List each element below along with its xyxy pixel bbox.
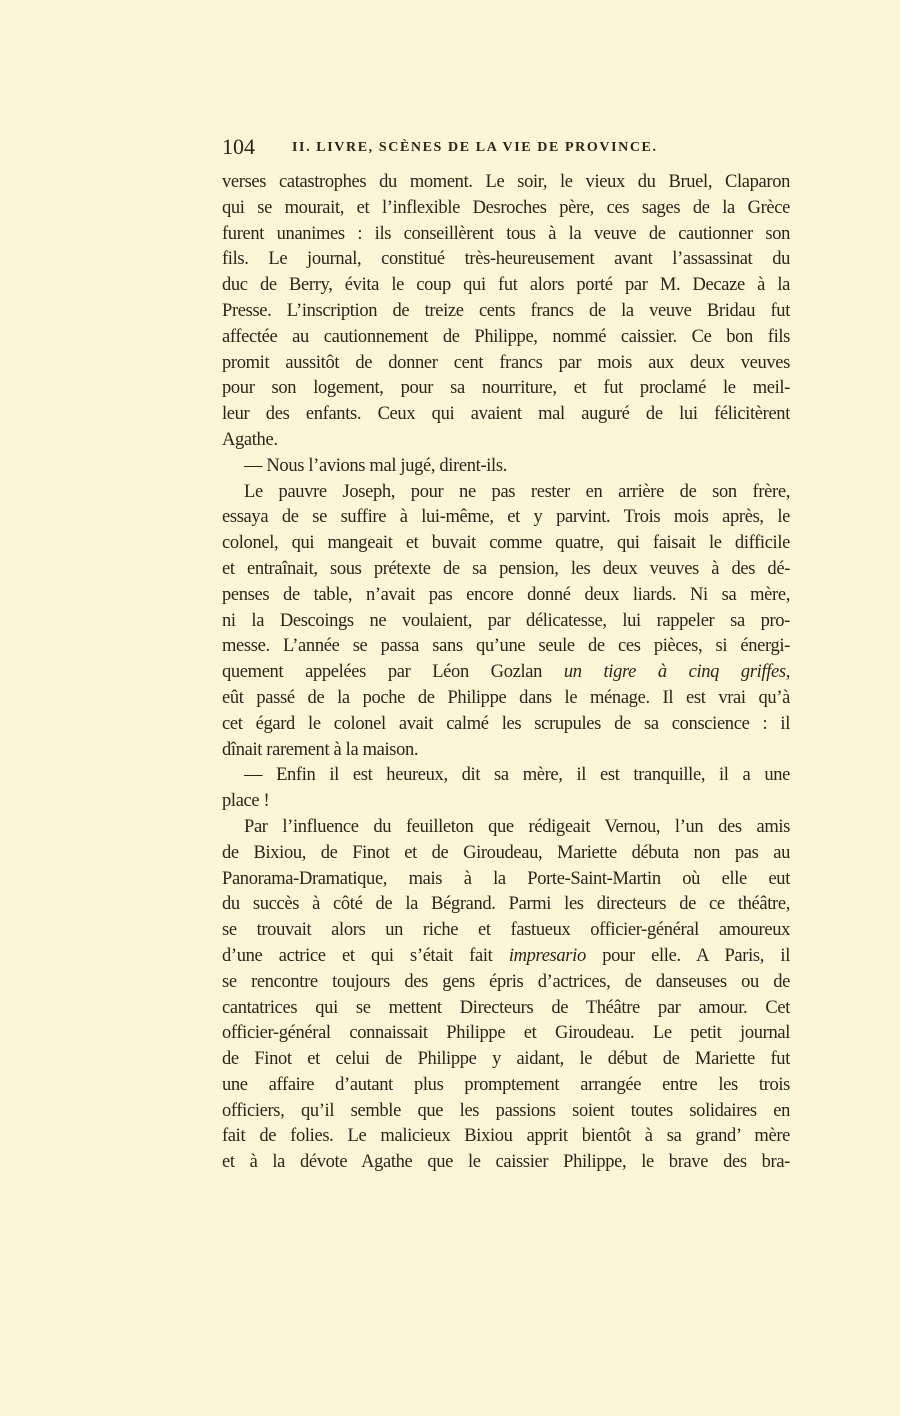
text-line xyxy=(222,273,790,299)
text-line-content: place ! xyxy=(222,791,270,812)
text-line xyxy=(222,996,790,1022)
text-line xyxy=(222,351,790,377)
text-line-content: et à la dévote Agathe que le caissier Philippe, le brave des bra- xyxy=(222,1152,790,1173)
text-line-content: Panorama-Dramatique, mais à la Porte-Saint-Martin où elle eut xyxy=(222,868,790,889)
text-line xyxy=(222,1073,790,1099)
text-line-content: une affaire d’autant plus promptement arrangée entre les trois xyxy=(222,1074,790,1095)
text-line xyxy=(222,918,790,944)
text-line-content: penses de table, n’avait pas encore donné deux liards. Ni sa mère, xyxy=(222,584,790,605)
text-line-content: promit aussitôt de donner cent francs par mois aux deux veuves xyxy=(222,352,790,373)
text-line xyxy=(222,738,790,764)
text-line xyxy=(222,454,790,480)
text-line-content: officier-général connaissait Philippe et Giroudeau. Le petit journal xyxy=(222,1023,790,1044)
text-line xyxy=(222,299,790,325)
text-line-content: officiers, qu’il semble que les passions soient toutes solidaires en xyxy=(222,1100,790,1121)
text-line-content: et entraînait, sous prétexte de sa pension, les deux veuves à des dé- xyxy=(222,558,790,579)
text-line-content: ni la Descoings ne voulaient, par délicatesse, lui rappeler sa pro- xyxy=(222,610,790,631)
text-line xyxy=(222,712,790,738)
text-line xyxy=(222,1150,790,1176)
text-line-content: qui se mourait, et l’inflexible Desroches père, ces sages de la Grèce xyxy=(222,197,790,218)
text-line xyxy=(222,789,790,815)
text-line xyxy=(222,609,790,635)
text-line xyxy=(222,841,790,867)
text-line xyxy=(222,402,790,428)
text-line-content: du succès à côté de la Bégrand. Parmi les directeurs de ce théâtre, xyxy=(222,894,790,915)
text-line xyxy=(222,505,790,531)
text-line-content: leur des enfants. Ceux qui avaient mal auguré de lui félicitèrent xyxy=(222,404,790,425)
text-line-content: Agathe. xyxy=(222,429,278,450)
text-line-content: duc de Berry, évita le coup qui fut alors porté par M. Decaze à la xyxy=(222,275,790,296)
text-line-content: furent unanimes : ils conseillèrent tous à la veuve de cautionner son xyxy=(222,223,790,244)
text-line xyxy=(222,763,790,789)
text-line xyxy=(222,1099,790,1125)
text-line-content: Par l’influence du feuilleton que rédigeait Vernou, l’un des amis xyxy=(244,816,790,837)
text-line xyxy=(222,815,790,841)
text-line xyxy=(222,1124,790,1150)
text-line-content: eût passé de la poche de Philippe dans le ménage. Il est vrai qu’à xyxy=(222,687,790,708)
text-line xyxy=(222,892,790,918)
text-line-content: cantatrices qui se mettent Directeurs de Théâtre par amour. Cet xyxy=(222,997,790,1018)
text-line-content: — Nous l’avions mal jugé, dirent-ils. xyxy=(244,455,507,476)
text-line xyxy=(222,196,790,222)
text-line xyxy=(222,1021,790,1047)
text-line-content: de Bixiou, de Finot et de Giroudeau, Mariette débuta non pas au xyxy=(222,842,790,863)
text-line xyxy=(222,247,790,273)
text-line-content: cet égard le colonel avait calmé les scrupules de sa conscience : il xyxy=(222,713,790,734)
text-line-content: verses catastrophes du moment. Le soir, le vieux du Bruel, Claparon xyxy=(222,172,790,192)
page-body-text xyxy=(222,170,790,1176)
text-line xyxy=(222,531,790,557)
text-line xyxy=(222,686,790,712)
text-line-content: affectée au cautionnement de Philippe, nommé caissier. Ce bon fils xyxy=(222,326,790,347)
text-line xyxy=(222,557,790,583)
running-title: II. LIVRE, SCÈNES DE LA VIE DE PROVINCE. xyxy=(292,140,658,155)
text-line-content: dînait rarement à la maison. xyxy=(222,739,419,760)
page-number: 104 xyxy=(222,134,255,159)
text-line xyxy=(222,222,790,248)
text-line-content: fils. Le journal, constitué très-heureusement avant l’assassinat du xyxy=(222,249,790,270)
text-line xyxy=(222,583,790,609)
text-line-content: Presse. L’inscription de treize cents francs de la veuve Bridau fut xyxy=(222,300,790,321)
text-line xyxy=(222,660,790,686)
text-line-content: colonel, qui mangeait et buvait comme quatre, qui faisait le difficile xyxy=(222,533,790,554)
text-line-content: d’une actrice et qui s’était fait xyxy=(222,945,509,966)
text-line-content: pour son logement, pour sa nourriture, et fut proclamé le meil- xyxy=(222,378,790,399)
text-line xyxy=(222,867,790,893)
text-line-content: se trouvait alors un riche et fastueux officier-général amoureux xyxy=(222,920,790,941)
text-line-tail: pour elle. A Paris, il xyxy=(585,945,790,966)
text-line xyxy=(222,1047,790,1073)
text-line xyxy=(222,634,790,660)
text-line xyxy=(222,170,790,196)
text-line xyxy=(222,376,790,402)
italic-text: impresario xyxy=(508,945,586,966)
page-header xyxy=(222,134,790,162)
text-line xyxy=(222,480,790,506)
italic-text: un tigre à cinq griffes xyxy=(563,662,786,683)
text-line-content: quement appelées par Léon Gozlan xyxy=(222,662,564,683)
text-line-content: messe. L’année se passa sans qu’une seule de ces pièces, si énergi- xyxy=(222,636,790,657)
text-line-content: de Finot et celui de Philippe y aidant, le début de Mariette fut xyxy=(222,1049,790,1070)
text-line-content: Le pauvre Joseph, pour ne pas rester en arrière de son frère, xyxy=(244,481,790,502)
text-line-content: — Enfin il est heureux, dit sa mère, il est tranquille, il a une xyxy=(244,765,790,786)
text-line-tail: , xyxy=(785,662,790,683)
text-line-content: essaya de se suffire à lui-même, et y parvint. Trois mois après, le xyxy=(222,507,790,528)
text-line xyxy=(222,944,790,970)
text-line-content: fait de folies. Le malicieux Bixiou apprit bientôt à sa grand’ mère xyxy=(222,1126,790,1147)
text-line xyxy=(222,325,790,351)
text-line xyxy=(222,970,790,996)
text-line-content: se rencontre toujours des gens épris d’actrices, de danseuses ou de xyxy=(222,971,790,992)
text-line xyxy=(222,428,790,454)
